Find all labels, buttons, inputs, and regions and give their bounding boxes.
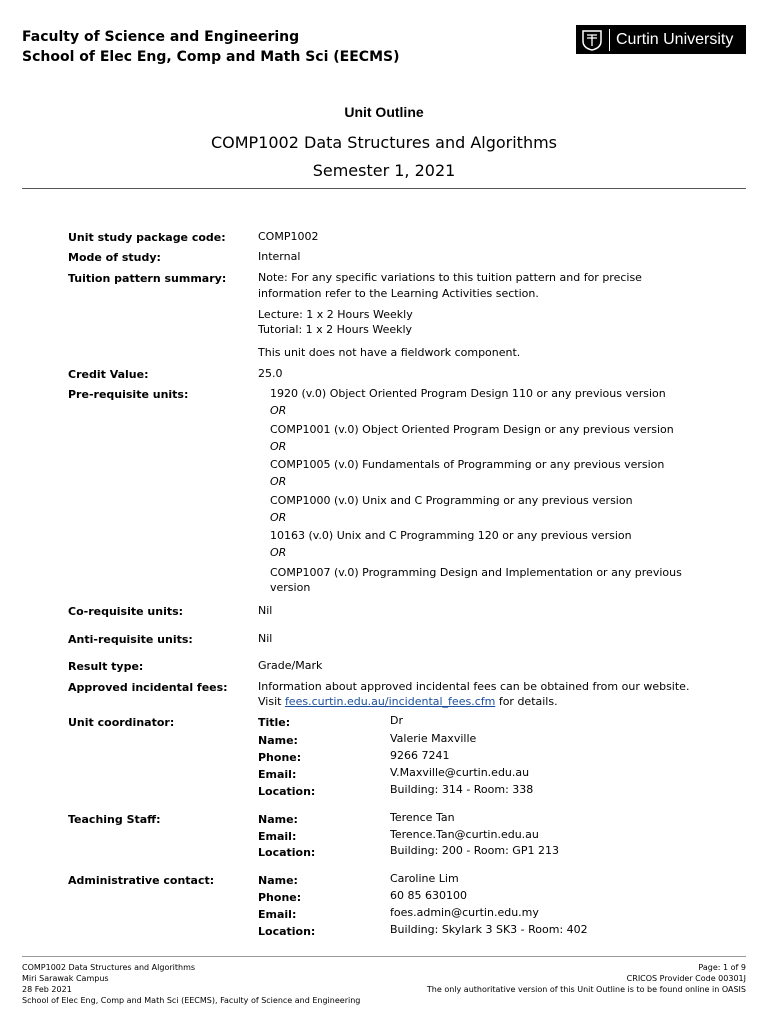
footer-authoritative-note: The only authoritative version of this Unit Outline is to be found online in OASIS	[426, 985, 746, 994]
fieldwork-note: This unit does not have a fieldwork component.	[258, 346, 521, 359]
lecture-pattern: Lecture: 1 x 2 Hours Weekly	[258, 308, 413, 321]
coordinator-name: Valerie Maxville	[390, 732, 477, 745]
crest-icon	[581, 29, 603, 51]
footer-divider	[22, 956, 746, 957]
prereq-item: 1920 (v.0) Object Oriented Program Design 110 or any previous version	[270, 387, 666, 400]
logo-divider	[609, 29, 610, 51]
tutorial-pattern: Tutorial: 1 x 2 Hours Weekly	[258, 323, 413, 336]
footer-campus: Miri Sarawak Campus	[22, 974, 109, 983]
school-name: School of Elec Eng, Comp and Math Sci (EECMS)	[22, 49, 400, 65]
fees-visit-text: Visit	[258, 695, 285, 708]
prereq-label: Pre-requisite units:	[68, 388, 189, 401]
admin-location: Building: Skylark 3 SK3 - Room: 402	[390, 923, 588, 936]
package-code-label: Unit study package code:	[68, 231, 226, 244]
teaching-name: Terence Tan	[390, 811, 455, 824]
credit-label: Credit Value:	[68, 368, 149, 381]
tuition-note-1: Note: For any specific variations to this tuition pattern and for precise	[258, 271, 642, 284]
coordinator-phone-label: Phone:	[258, 751, 302, 764]
prereq-item: COMP1001 (v.0) Object Oriented Program Design or any previous version	[270, 423, 674, 436]
unit-title: COMP1002 Data Structures and Algorithms	[210, 133, 558, 152]
or-separator: OR	[270, 546, 287, 559]
credit-value: 25.0	[258, 367, 283, 380]
footer-date: 28 Feb 2021	[22, 985, 72, 994]
admin-phone-label: Phone:	[258, 891, 302, 904]
or-separator: OR	[270, 440, 287, 453]
coordinator-phone: 9266 7241	[390, 749, 450, 762]
tuition-note-2: information refer to the Learning Activities section.	[258, 287, 539, 300]
prereq-item: COMP1007 (v.0) Programming Design and Implementation or any previous	[270, 566, 682, 579]
admin-name-label: Name:	[258, 874, 298, 887]
coordinator-email: V.Maxville@curtin.edu.au	[390, 766, 530, 779]
footer-unit: COMP1002 Data Structures and Algorithms	[22, 963, 196, 972]
coordinator-name-label: Name:	[258, 734, 298, 747]
mode-value: Internal	[258, 250, 301, 263]
coreq-label: Co-requisite units:	[68, 605, 184, 618]
coordinator-title-label: Title:	[258, 716, 291, 729]
footer-school: School of Elec Eng, Comp and Math Sci (EECMS), Faculty of Science and Engineering	[22, 996, 361, 1005]
antireq-value: Nil	[258, 632, 273, 645]
teaching-email-label: Email:	[258, 830, 297, 843]
mode-label: Mode of study:	[68, 251, 161, 264]
coordinator-location: Building: 314 - Room: 338	[390, 783, 534, 796]
admin-email: foes.admin@curtin.edu.my	[390, 906, 539, 919]
fees-label: Approved incidental fees:	[68, 681, 228, 694]
curtin-logo	[576, 25, 746, 54]
faculty-name: Faculty of Science and Engineering	[22, 29, 300, 45]
teaching-name-label: Name:	[258, 813, 298, 826]
admin-contact-label: Administrative contact:	[68, 874, 215, 887]
footer-page-number: Page: 1 of 9	[698, 963, 746, 972]
title-divider	[22, 188, 746, 189]
admin-name: Caroline Lim	[390, 872, 459, 885]
faculty-heading	[22, 27, 399, 67]
prereq-item: COMP1000 (v.0) Unix and C Programming or any previous version	[270, 494, 633, 507]
prereq-item: COMP1005 (v.0) Fundamentals of Programming or any previous version	[270, 458, 665, 471]
prereq-item: 10163 (v.0) Unix and C Programming 120 or any previous version	[270, 529, 632, 542]
teaching-location: Building: 200 - Room: GP1 213	[390, 844, 559, 857]
fees-visit-line	[258, 694, 558, 709]
or-separator: OR	[270, 511, 287, 524]
teaching-email: Terence.Tan@curtin.edu.au	[390, 828, 539, 841]
admin-email-label: Email:	[258, 908, 297, 921]
coordinator-location-label: Location:	[258, 785, 316, 798]
prereq-item-continued: version	[270, 581, 311, 594]
admin-location-label: Location:	[258, 925, 316, 938]
result-type-value: Grade/Mark	[258, 659, 323, 672]
footer-cricos: CRICOS Provider Code 00301J	[626, 974, 746, 983]
antireq-label: Anti-requisite units:	[68, 633, 193, 646]
result-type-label: Result type:	[68, 660, 144, 673]
doc-type-title: Unit Outline	[344, 104, 424, 120]
admin-phone: 60 85 630100	[390, 889, 467, 902]
package-code-value: COMP1002	[258, 230, 319, 243]
coordinator-email-label: Email:	[258, 768, 297, 781]
coordinator-title: Dr	[390, 714, 403, 727]
or-separator: OR	[270, 404, 287, 417]
semester-title: Semester 1, 2021	[312, 161, 456, 180]
fees-info: Information about approved incidental fees can be obtained from our website.	[258, 680, 690, 693]
logo-name: Curtin University	[616, 30, 734, 48]
coordinator-label: Unit coordinator:	[68, 716, 175, 729]
tuition-label: Tuition pattern summary:	[68, 272, 227, 285]
fees-end-text: for details.	[495, 695, 558, 708]
teaching-location-label: Location:	[258, 846, 316, 859]
teaching-staff-label: Teaching Staff:	[68, 813, 161, 826]
or-separator: OR	[270, 475, 287, 488]
coreq-value: Nil	[258, 604, 273, 617]
fees-link[interactable]: fees.curtin.edu.au/incidental_fees.cfm	[284, 695, 496, 708]
